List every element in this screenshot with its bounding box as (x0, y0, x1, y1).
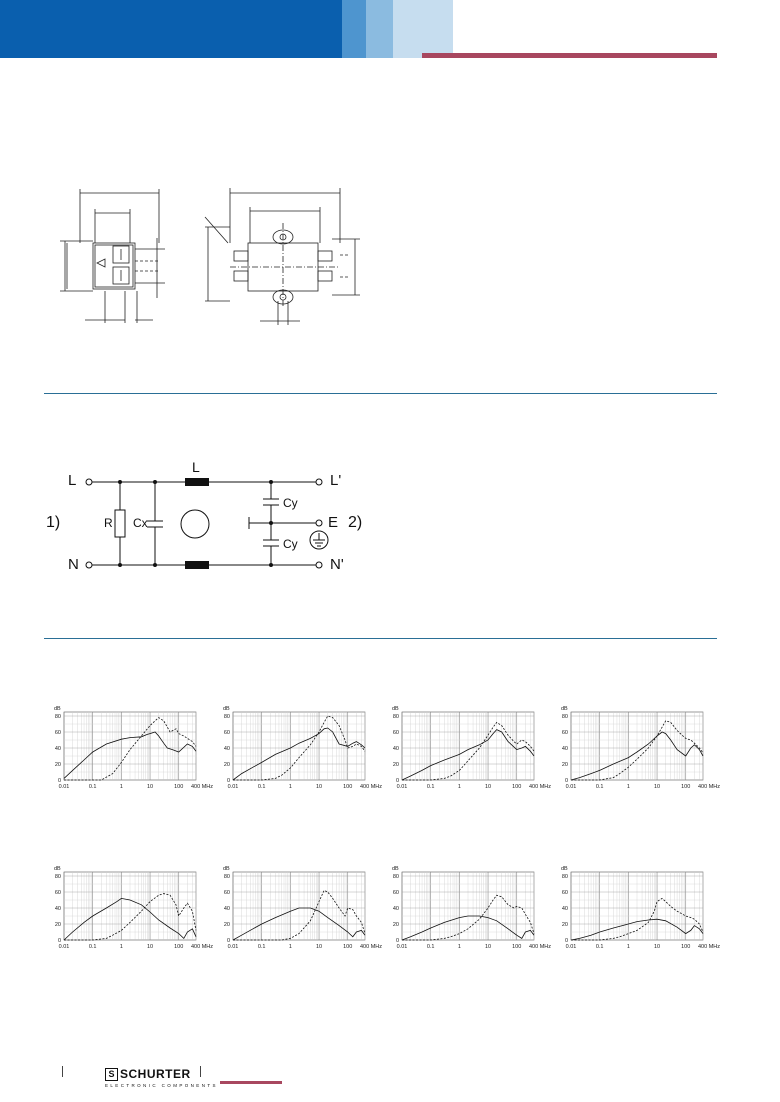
y-tick-label: 40 (223, 906, 230, 912)
y-tick-label: 0 (57, 778, 61, 784)
y-tick-label: 80 (561, 714, 568, 720)
y-tick-label: 0 (564, 938, 568, 944)
y-tick-label: 0 (226, 778, 230, 784)
y-tick-label: 80 (223, 874, 230, 880)
x-tick-label: 0.01 (58, 784, 70, 790)
dimension-drawing-side (55, 183, 170, 323)
x-tick-label: 0.1 (426, 944, 435, 950)
attenuation-chart-5 (46, 862, 226, 954)
y-tick-label: 40 (54, 746, 61, 752)
chart-svg (553, 862, 733, 954)
chart-svg (215, 702, 395, 794)
x-tick-label: 10 (146, 944, 154, 950)
section-divider-1 (44, 393, 717, 394)
label-cy-bottom: Cy (283, 537, 298, 551)
x-tick-label: 1 (119, 944, 123, 950)
x-tick-label: 10 (653, 784, 661, 790)
footer-logo (105, 1067, 218, 1088)
x-tick-label: 0.01 (396, 784, 408, 790)
label-neutral-out: N' (330, 556, 344, 573)
y-tick-label: 0 (395, 778, 399, 784)
y-tick-label: 60 (54, 890, 61, 896)
x-tick-label: 1 (626, 784, 630, 790)
x-tick-label: 10 (315, 944, 323, 950)
y-tick-label: 60 (392, 890, 399, 896)
x-tick-label: 0.1 (88, 944, 97, 950)
header-bar-pale (393, 0, 453, 58)
y-tick-label: 20 (223, 922, 230, 928)
x-tick-label: 400 MHz (529, 944, 552, 950)
y-tick-label: 80 (392, 714, 399, 720)
y-tick-label: 40 (561, 746, 568, 752)
logo-mark: S (105, 1068, 118, 1081)
attenuation-chart-4 (553, 702, 733, 794)
x-tick-label: 100 (681, 944, 691, 950)
x-tick-label: 0.01 (396, 944, 408, 950)
x-tick-label: 1 (457, 944, 461, 950)
x-tick-label: 400 MHz (698, 944, 721, 950)
x-tick-label: 10 (146, 784, 154, 790)
y-axis-label: dB (561, 706, 568, 712)
x-tick-label: 10 (315, 784, 323, 790)
label-neutral-in: N (68, 556, 79, 573)
x-tick-label: 400 MHz (360, 784, 383, 790)
y-axis-label: dB (54, 706, 61, 712)
footer-tick-left (62, 1066, 63, 1077)
x-tick-label: 10 (484, 784, 492, 790)
x-tick-label: 1 (288, 784, 292, 790)
x-tick-label: 1 (288, 944, 292, 950)
y-tick-label: 0 (57, 938, 61, 944)
x-tick-label: 0.1 (595, 944, 604, 950)
y-tick-label: 20 (392, 762, 399, 768)
y-tick-label: 40 (392, 906, 399, 912)
y-tick-label: 80 (54, 714, 61, 720)
y-tick-label: 60 (561, 730, 568, 736)
y-axis-label: dB (223, 706, 230, 712)
y-tick-label: 60 (223, 890, 230, 896)
y-tick-label: 60 (561, 890, 568, 896)
label-cy-top: Cy (283, 496, 298, 510)
y-tick-label: 0 (226, 938, 230, 944)
label-line-in: L (68, 472, 77, 489)
y-tick-label: 40 (392, 746, 399, 752)
y-tick-label: 0 (395, 938, 399, 944)
x-tick-label: 400 MHz (529, 784, 552, 790)
y-axis-label: dB (223, 866, 230, 872)
y-axis-label: dB (392, 706, 399, 712)
y-tick-label: 20 (561, 922, 568, 928)
x-tick-label: 1 (119, 784, 123, 790)
x-tick-label: 100 (681, 784, 691, 790)
x-tick-label: 400 MHz (698, 784, 721, 790)
attenuation-chart-6 (215, 862, 395, 954)
x-tick-label: 0.01 (565, 944, 577, 950)
attenuation-chart-1 (46, 702, 226, 794)
x-tick-label: 100 (512, 944, 522, 950)
x-tick-label: 10 (484, 944, 492, 950)
y-axis-label: dB (54, 866, 61, 872)
header-bar-light (366, 0, 393, 58)
x-tick-label: 1 (457, 784, 461, 790)
x-tick-label: 10 (653, 944, 661, 950)
x-tick-label: 400 MHz (360, 944, 383, 950)
chart-svg (384, 862, 564, 954)
footer-accent-line (220, 1081, 282, 1084)
x-tick-label: 0.01 (58, 944, 70, 950)
y-tick-label: 20 (54, 922, 61, 928)
label-variant-1: 1) (46, 514, 61, 531)
x-tick-label: 100 (512, 784, 522, 790)
x-tick-label: 100 (174, 784, 184, 790)
y-tick-label: 60 (392, 730, 399, 736)
y-axis-label: dB (392, 866, 399, 872)
y-tick-label: 40 (561, 906, 568, 912)
attenuation-chart-7 (384, 862, 564, 954)
y-tick-label: 40 (54, 906, 61, 912)
header-bar-blue (0, 0, 342, 58)
label-line-out: L' (330, 472, 342, 489)
y-tick-label: 0 (564, 778, 568, 784)
y-tick-label: 20 (561, 762, 568, 768)
chart-svg (215, 862, 395, 954)
chart-svg (553, 702, 733, 794)
logo-brand: SCHURTER (120, 1067, 191, 1081)
y-tick-label: 20 (223, 762, 230, 768)
x-tick-label: 100 (343, 944, 353, 950)
section-divider-2 (44, 638, 717, 639)
logo-tagline: ELECTRONIC COMPONENTS (105, 1083, 218, 1088)
y-tick-label: 40 (223, 746, 230, 752)
x-tick-label: 0.1 (257, 784, 266, 790)
y-tick-label: 20 (392, 922, 399, 928)
header-accent-line (422, 53, 717, 58)
y-tick-label: 80 (392, 874, 399, 880)
label-resistor: R (104, 516, 113, 530)
y-axis-label: dB (561, 866, 568, 872)
label-variant-2: 2) (348, 514, 363, 531)
attenuation-chart-3 (384, 702, 564, 794)
y-tick-label: 80 (54, 874, 61, 880)
y-tick-label: 20 (54, 762, 61, 768)
chart-svg (46, 862, 226, 954)
chart-svg (384, 702, 564, 794)
attenuation-chart-8 (553, 862, 733, 954)
x-tick-label: 0.01 (565, 784, 577, 790)
label-cx: Cx (133, 516, 148, 530)
y-tick-label: 60 (223, 730, 230, 736)
label-earth: E (328, 514, 339, 531)
x-tick-label: 100 (174, 944, 184, 950)
header-bar-mid (342, 0, 366, 58)
y-tick-label: 80 (223, 714, 230, 720)
x-tick-label: 0.1 (595, 784, 604, 790)
x-tick-label: 100 (343, 784, 353, 790)
x-tick-label: 0.1 (88, 784, 97, 790)
x-tick-label: 0.1 (426, 784, 435, 790)
x-tick-label: 400 MHz (191, 944, 214, 950)
header-band (0, 0, 780, 58)
dimension-drawing-top (200, 183, 370, 328)
x-tick-label: 400 MHz (191, 784, 214, 790)
y-tick-label: 80 (561, 874, 568, 880)
x-tick-label: 1 (626, 944, 630, 950)
x-tick-label: 0.1 (257, 944, 266, 950)
label-choke: L (192, 459, 200, 475)
attenuation-chart-2 (215, 702, 395, 794)
x-tick-label: 0.01 (227, 784, 239, 790)
x-tick-label: 0.01 (227, 944, 239, 950)
chart-svg (46, 702, 226, 794)
y-tick-label: 60 (54, 730, 61, 736)
